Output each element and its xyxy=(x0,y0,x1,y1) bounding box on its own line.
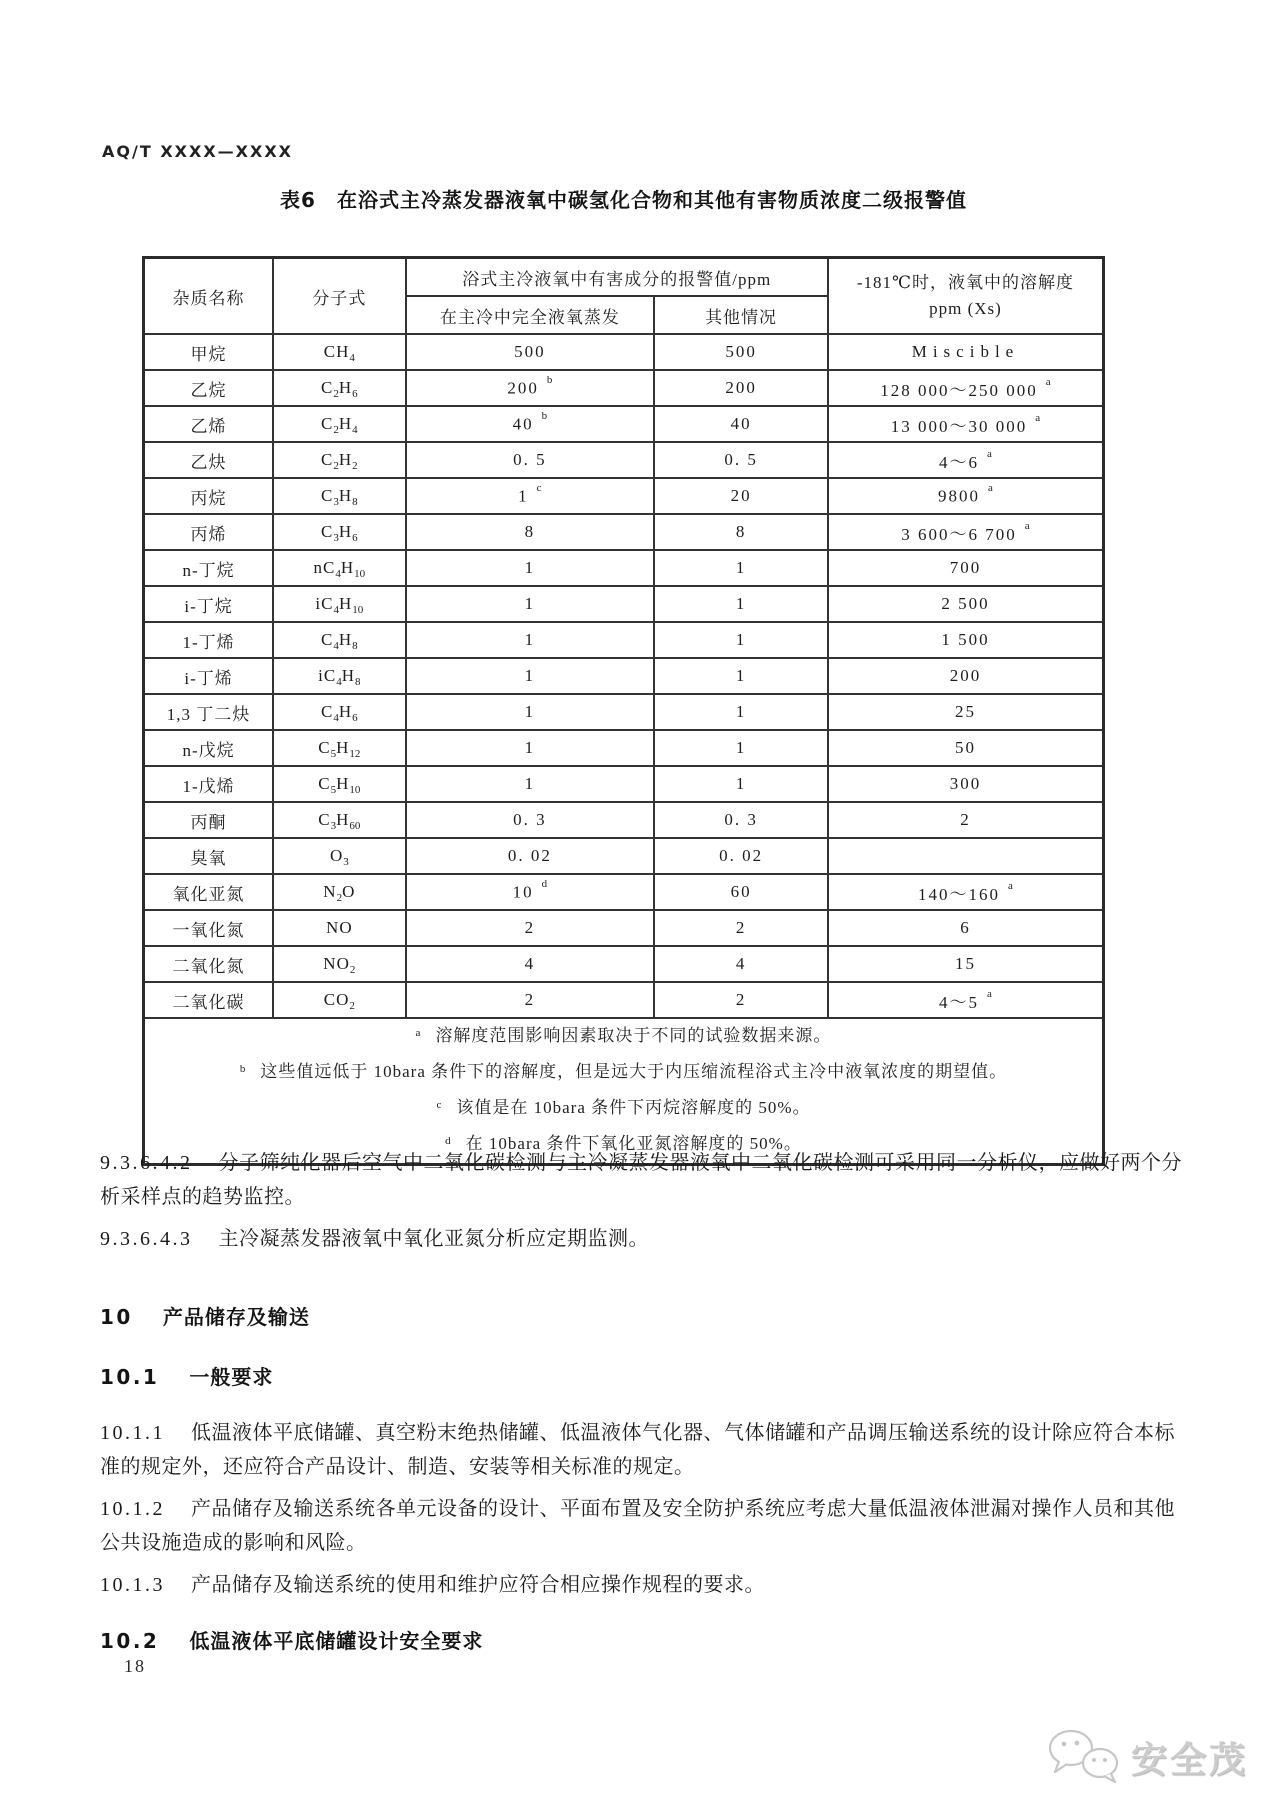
cell-value: 2 xyxy=(735,990,747,1009)
col-header-solubility xyxy=(828,258,1104,335)
alarm-other-value xyxy=(654,622,828,658)
formula-subscript: 4 xyxy=(333,604,339,616)
footnote-text: 在 10bara 条件下氧化亚氮溶解度的 50%。 xyxy=(465,1134,802,1153)
formula-subscript: 5 xyxy=(330,784,337,796)
cell-value: 0. 02 xyxy=(507,846,552,865)
formula-subscript: 4 xyxy=(349,352,355,364)
cell-value: 0. 3 xyxy=(513,810,547,829)
alarm-evap-value xyxy=(406,586,655,622)
alarm-evap-value xyxy=(406,622,655,658)
clauses-section xyxy=(100,1146,1192,1680)
solubility-value xyxy=(828,370,1104,406)
cell-value: 1 xyxy=(735,630,747,649)
solubility-value xyxy=(828,478,1104,514)
formula-subscript: 3 xyxy=(333,496,339,508)
alarm-evap-value xyxy=(406,766,655,802)
footnote-mark: a xyxy=(415,1027,422,1039)
formula-subscript: 10 xyxy=(354,568,366,580)
alarm-evap-value xyxy=(406,874,655,910)
footnote xyxy=(149,1019,1098,1055)
table-row xyxy=(144,730,1104,766)
table-row xyxy=(144,694,1104,730)
footnote-reference: a xyxy=(987,447,992,460)
molecular-formula: $NO_2$ xyxy=(273,946,405,982)
table-footnotes xyxy=(144,1018,1104,1165)
alarm-other-value xyxy=(654,910,828,946)
alarm-evap-value xyxy=(406,334,655,370)
cell-value: 1 xyxy=(735,738,747,757)
cell-value: 6 xyxy=(960,918,971,937)
footnote xyxy=(149,1055,1098,1091)
cell-value: 700 xyxy=(949,558,982,577)
alarm-other-value xyxy=(654,766,828,802)
alarm-evap-value xyxy=(406,982,655,1018)
alarm-evap-value xyxy=(406,946,655,982)
clause-text: 主冷凝蒸发器液氧中氧化亚氮分析应定期监测。 xyxy=(218,1228,649,1250)
footnote-text: 该值是在 10bara 条件下丙烷溶解度的 50%。 xyxy=(456,1098,811,1117)
solubility-value xyxy=(828,550,1104,586)
clause-10.1.1 xyxy=(100,1416,1192,1484)
formula-subscript: 4 xyxy=(333,640,339,652)
cell-value: 1 xyxy=(524,666,536,685)
table-row xyxy=(144,370,1104,406)
cell-value: 200 xyxy=(949,666,982,685)
solubility-value xyxy=(828,442,1104,478)
table-row xyxy=(144,910,1104,946)
cell-value: 10 xyxy=(512,882,534,902)
formula-subscript: 2 xyxy=(333,460,339,472)
cell-value: 1 xyxy=(518,486,529,506)
formula-subscript: 5 xyxy=(330,748,337,760)
molecular-formula: $C_5H_{12}$ xyxy=(273,730,405,766)
solubility-value xyxy=(828,586,1104,622)
cell-value: 1 xyxy=(735,666,747,685)
alarm-other-value xyxy=(654,514,828,550)
cell-value: 25 xyxy=(954,702,976,721)
cell-value: 3 600～6 700 xyxy=(901,524,1017,544)
cell-value: 1 xyxy=(735,558,747,577)
table-row xyxy=(144,586,1104,622)
impurity-name: 甲烷 xyxy=(144,334,274,370)
footnote-reference: a xyxy=(1035,411,1041,424)
cell-value: 60 xyxy=(730,882,752,901)
cell-value: 140～160 xyxy=(918,884,1001,904)
molecular-formula: $C_3H_6$ xyxy=(273,514,405,550)
cell-value: 4 xyxy=(735,954,747,973)
clause-number: 9.3.6.4.2 xyxy=(100,1152,193,1174)
formula-subscript: 3 xyxy=(330,820,337,832)
clause-number: 10.1.3 xyxy=(100,1574,165,1596)
cell-value: 2 xyxy=(960,810,971,829)
formula-subscript: 4 xyxy=(333,712,339,724)
table-title: 表6 在浴式主冷蒸发器液氧中碳氢化合物和其他有害物质浓度二级报警值 xyxy=(280,188,967,212)
alarm-other-value xyxy=(654,946,828,982)
alarm-other-value xyxy=(654,694,828,730)
clause-text: 低温液体平底储罐设计安全要求 xyxy=(189,1629,484,1653)
solubility-value xyxy=(828,946,1104,982)
solubility-value xyxy=(828,766,1104,802)
impurity-name: 氧化亚氮 xyxy=(144,874,274,910)
table-footnotes-row xyxy=(144,1018,1104,1165)
clause-number: 10.2 xyxy=(100,1629,160,1653)
table-row xyxy=(144,550,1104,586)
alarm-other-value xyxy=(654,370,828,406)
formula-subscript: 6 xyxy=(352,712,358,724)
alarm-evap-value xyxy=(406,910,655,946)
clause-10.1 xyxy=(100,1360,1192,1394)
table-row xyxy=(144,478,1104,514)
col-header-impurity: 杂质名称 xyxy=(144,258,274,335)
cell-value: 1 xyxy=(735,774,747,793)
footnote-mark: d xyxy=(445,1135,452,1147)
impurity-name: 二氧化碳 xyxy=(144,982,274,1018)
clause-text: 分子筛纯化器后空气中二氧化碳检测与主冷凝蒸发器液氧中二氧化碳检测可采用同一分析仪，应做好两个分析采样点的趋势监控。 xyxy=(100,1152,1182,1208)
table-row xyxy=(144,766,1104,802)
alarm-other-value xyxy=(654,658,828,694)
formula-subscript: 6 xyxy=(352,532,358,544)
col-header-solubility-line2: ppm (Xs) xyxy=(929,299,1002,318)
cell-value: 2 xyxy=(524,918,536,937)
alarm-evap-value xyxy=(406,406,655,442)
solubility-value xyxy=(828,334,1104,370)
alarm-evap-value xyxy=(406,838,655,874)
cell-value: 500 xyxy=(725,342,757,361)
table-row xyxy=(144,874,1104,910)
cell-value: 1 xyxy=(524,594,536,613)
col-header-alarm-other: 其他情况 xyxy=(654,296,828,334)
formula-subscript: 4 xyxy=(336,676,342,688)
alarm-evap-value xyxy=(406,802,655,838)
molecular-formula: $N_2O$ xyxy=(273,874,405,910)
impurity-name: 丙酮 xyxy=(144,802,274,838)
alarm-evap-value xyxy=(406,370,655,406)
footnote-text: 溶解度范围影响因素取决于不同的试验数据来源。 xyxy=(435,1026,832,1045)
alarm-other-value xyxy=(654,406,828,442)
cell-value: 300 xyxy=(949,774,982,793)
formula-subscript: 60 xyxy=(349,820,361,832)
formula-subscript: 4 xyxy=(352,424,358,436)
col-header-solubility-line1: -181℃时，液氧中的溶解度 xyxy=(856,272,1075,292)
molecular-formula: $C_3H_{60}$ xyxy=(273,802,405,838)
table-row xyxy=(144,442,1104,478)
clause-text: 产品储存及输送系统的使用和维护应符合相应操作规程的要求。 xyxy=(191,1574,765,1596)
alarm-other-value xyxy=(654,334,828,370)
alarm-other-value xyxy=(654,586,828,622)
clause-number: 9.3.6.4.3 xyxy=(100,1228,193,1250)
table-body xyxy=(144,334,1104,1165)
page-number: 18 xyxy=(124,1656,146,1676)
col-header-formula: 分子式 xyxy=(273,258,405,335)
alarm-other-value xyxy=(654,730,828,766)
impurity-name: i-丁烯 xyxy=(144,658,274,694)
alarm-other-value xyxy=(654,838,828,874)
cell-value: 8 xyxy=(735,522,747,541)
cell-value: 1 xyxy=(524,630,536,649)
cell-value: 200 xyxy=(725,378,757,397)
alarm-other-value xyxy=(654,442,828,478)
alarm-evap-value xyxy=(406,514,655,550)
impurity-name: 二氧化氮 xyxy=(144,946,274,982)
cell-value: 0. 02 xyxy=(719,846,764,865)
solubility-value xyxy=(828,982,1104,1018)
table-row xyxy=(144,946,1104,982)
footnote-reference: a xyxy=(1008,879,1013,892)
watermark xyxy=(1045,1726,1248,1789)
cell-value: 20 xyxy=(730,486,752,505)
alarm-evap-value xyxy=(406,730,655,766)
formula-subscript: 3 xyxy=(333,532,339,544)
watermark-text: 安全茂 xyxy=(1130,1740,1248,1781)
molecular-formula: $iC_4H_8$ xyxy=(273,658,405,694)
impurity-name: 臭氧 xyxy=(144,838,274,874)
solubility-value xyxy=(828,910,1104,946)
table-row xyxy=(144,838,1104,874)
molecular-formula: $C_4H_8$ xyxy=(273,622,405,658)
cell-value: 13 000～30 000 xyxy=(890,416,1028,436)
impurity-name: 1,3 丁二炔 xyxy=(144,694,274,730)
impurity-name: 1-丁烯 xyxy=(144,622,274,658)
clause-number: 10 xyxy=(100,1305,133,1329)
cell-value: 0. 3 xyxy=(724,810,758,829)
table-row xyxy=(144,622,1104,658)
solubility-value xyxy=(828,730,1104,766)
formula-subscript: 2 xyxy=(333,388,339,400)
cell-value: 4～5 xyxy=(939,992,980,1012)
footnote xyxy=(149,1091,1098,1127)
cell-value: 1 xyxy=(524,558,536,577)
cell-value: 128 000～250 000 xyxy=(880,380,1038,400)
cell-value: 1 xyxy=(524,702,536,721)
cell-value: 200 xyxy=(507,378,539,398)
molecular-formula: $C_2H_4$ xyxy=(273,406,405,442)
cell-value: 50 xyxy=(954,738,976,757)
footnote-reference: a xyxy=(1045,375,1051,388)
solubility-value xyxy=(828,802,1104,838)
clause-10.2 xyxy=(100,1624,1192,1658)
table-row xyxy=(144,406,1104,442)
alarm-other-value xyxy=(654,550,828,586)
solubility-value xyxy=(828,694,1104,730)
cell-value: 2 xyxy=(524,990,536,1009)
footnote-reference: a xyxy=(1024,519,1030,532)
cell-value: 2 500 xyxy=(941,594,990,613)
molecular-formula: NO xyxy=(273,910,405,946)
formula-subscript: 3 xyxy=(343,856,349,868)
impurity-name: 乙烯 xyxy=(144,406,274,442)
clause-text: 产品储存及输送系统各单元设备的设计、平面布置及安全防护系统应考虑大量低温液体泄漏对操作人员和其他公共设施造成的影响和风险。 xyxy=(100,1498,1175,1554)
solubility-value xyxy=(828,514,1104,550)
cell-value: 9800 xyxy=(938,486,981,506)
impurity-name: 1-戊烯 xyxy=(144,766,274,802)
molecular-formula: $C_2H_6$ xyxy=(273,370,405,406)
impurity-name: 乙烷 xyxy=(144,370,274,406)
clause-9.3.6.4.3 xyxy=(100,1222,1192,1256)
molecular-formula: $C_4H_6$ xyxy=(273,694,405,730)
formula-subscript: 12 xyxy=(349,748,361,760)
alarm-values-table xyxy=(142,256,1105,1166)
footnote-reference: a xyxy=(988,481,993,494)
impurity-name: 一氧化氮 xyxy=(144,910,274,946)
footnote-text: 这些值远低于 10bara 条件下的溶解度，但是远大于内压缩流程浴式主冷中液氧浓度的期望值。 xyxy=(260,1062,1008,1081)
formula-subscript: 2 xyxy=(349,964,356,976)
alarm-evap-value xyxy=(406,442,655,478)
formula-subscript: 2 xyxy=(336,892,343,904)
alarm-other-value xyxy=(654,802,828,838)
impurity-name: 丙烯 xyxy=(144,514,274,550)
col-header-alarm-evap: 在主冷中完全液氧蒸发 xyxy=(406,296,655,334)
clause-9.3.6.4.2 xyxy=(100,1146,1192,1214)
clause-text: 产品储存及输送 xyxy=(162,1305,310,1329)
cell-value: 1 xyxy=(524,738,536,757)
alarm-other-value xyxy=(654,874,828,910)
footnote-mark: b xyxy=(239,1063,247,1075)
clause-10.1.3 xyxy=(100,1568,1192,1602)
cell-value: 40 xyxy=(512,414,534,434)
cell-value: 1 xyxy=(735,702,747,721)
formula-subscript: 8 xyxy=(352,640,358,652)
table-row xyxy=(144,658,1104,694)
formula-subscript: 2 xyxy=(352,460,358,472)
cell-value: 0. 5 xyxy=(724,450,758,469)
table-row xyxy=(144,514,1104,550)
molecular-formula: $C_5H_{10}$ xyxy=(273,766,405,802)
cell-value: Miscible xyxy=(911,342,1020,361)
table-header-row-1 xyxy=(144,258,1104,297)
alarm-evap-value xyxy=(406,478,655,514)
table-row xyxy=(144,982,1104,1018)
table-row xyxy=(144,334,1104,370)
cell-value: 0. 5 xyxy=(513,450,547,469)
formula-subscript: 10 xyxy=(349,784,361,796)
solubility-value xyxy=(828,406,1104,442)
impurity-name: n-戊烷 xyxy=(144,730,274,766)
cell-value: 1 xyxy=(735,594,747,613)
clause-number: 10.1.2 xyxy=(100,1498,165,1520)
alarm-other-value xyxy=(654,982,828,1018)
clause-10.1.2 xyxy=(100,1492,1192,1560)
clause-number: 10.1.1 xyxy=(100,1422,165,1444)
footnote-reference: c xyxy=(536,481,542,494)
clause-text: 低温液体平底储罐、真空粉末绝热储罐、低温液体气化器、气体储罐和产品调压输送系统的设计除应符合本标准的规定外，还应符合产品设计、制造、安装等相关标准的规定。 xyxy=(100,1422,1175,1478)
molecular-formula: $CH_4$ xyxy=(273,334,405,370)
clause-number: 10.1 xyxy=(100,1365,160,1389)
cell-value: 15 xyxy=(954,954,976,973)
formula-subscript: 10 xyxy=(352,604,364,616)
impurity-name: i-丁烷 xyxy=(144,586,274,622)
molecular-formula: $CO_2$ xyxy=(273,982,405,1018)
alarm-evap-value xyxy=(406,658,655,694)
chat-bubbles-icon xyxy=(1045,1726,1125,1789)
cell-value: 4～6 xyxy=(939,452,980,472)
formula-subscript: 8 xyxy=(355,676,361,688)
impurity-name: 丙烷 xyxy=(144,478,274,514)
molecular-formula: $iC_4H_{10}$ xyxy=(273,586,405,622)
formula-subscript: 2 xyxy=(333,424,339,436)
molecular-formula: $C_3H_8$ xyxy=(273,478,405,514)
footnote-reference: b xyxy=(541,409,548,422)
molecular-formula: $C_2H_2$ xyxy=(273,442,405,478)
solubility-value xyxy=(828,874,1104,910)
alarm-evap-value xyxy=(406,694,655,730)
cell-value: 8 xyxy=(524,522,536,541)
cell-value: 40 xyxy=(730,414,752,433)
clause-10 xyxy=(100,1300,1192,1334)
clause-text: 一般要求 xyxy=(189,1365,274,1389)
solubility-value xyxy=(828,658,1104,694)
formula-subscript: 2 xyxy=(349,1000,355,1012)
cell-value: 4 xyxy=(524,954,536,973)
formula-subscript: 8 xyxy=(352,496,358,508)
alarm-evap-value xyxy=(406,550,655,586)
molecular-formula: $nC_4H_{10}$ xyxy=(273,550,405,586)
formula-subscript: 4 xyxy=(335,568,341,580)
solubility-value xyxy=(828,838,1104,874)
col-header-alarm-group: 浴式主冷液氧中有害成分的报警值/ppm xyxy=(406,258,828,297)
formula-subscript: 6 xyxy=(352,388,358,400)
footnote-reference: a xyxy=(987,987,992,1000)
cell-value: 1 500 xyxy=(941,630,990,649)
footnote-mark: c xyxy=(436,1099,443,1111)
solubility-value xyxy=(828,622,1104,658)
cell-value: 500 xyxy=(514,342,546,361)
footnote-reference: b xyxy=(546,373,553,386)
cell-value: 2 xyxy=(735,918,747,937)
footnote-reference: d xyxy=(541,877,548,890)
impurity-name: 乙炔 xyxy=(144,442,274,478)
doc-code: AQ/T XXXX—XXXX xyxy=(102,142,293,161)
molecular-formula: $O_3$ xyxy=(273,838,405,874)
alarm-other-value xyxy=(654,478,828,514)
cell-value: 1 xyxy=(524,774,536,793)
impurity-name: n-丁烷 xyxy=(144,550,274,586)
table-row xyxy=(144,802,1104,838)
